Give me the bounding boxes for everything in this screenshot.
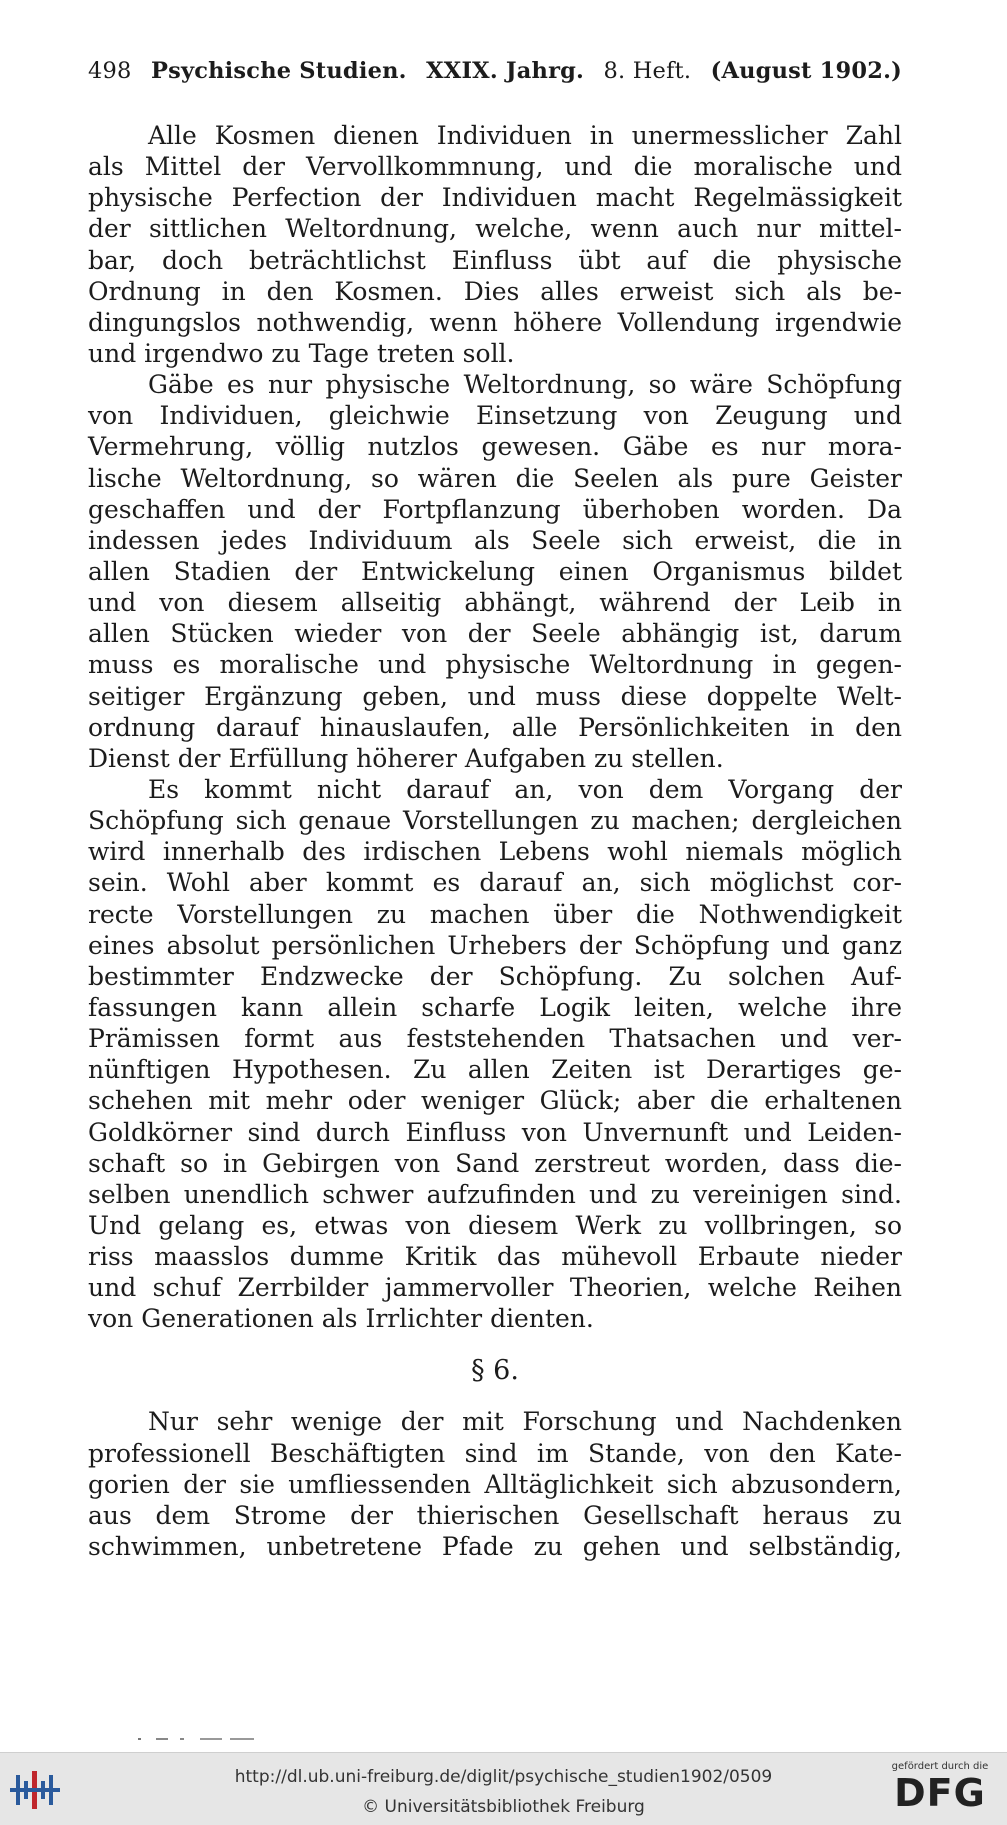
text-line: selben unendlich schwer aufzufinden und zu vereinigen sind. <box>88 1179 902 1209</box>
text-line: gorien der sie umfliessenden Alltäglichkeit sich abzusondern, <box>88 1469 902 1499</box>
text-line: als Mittel der Vervollkommnung, und die moralische und <box>88 152 902 182</box>
text-line: eines absolut persönlichen Urhebers der Schöpfung und ganz <box>88 930 902 960</box>
text-line: Prämissen formt aus feststehenden Thatsachen und ver- <box>88 1024 902 1054</box>
text-line: allen Stadien der Entwickelung einen Organismus bildet <box>88 556 902 586</box>
text-line: von Individuen, gleichwie Einsetzung von Zeugung und <box>88 401 902 431</box>
text-line: Dienst der Erfüllung höherer Aufgaben zu stellen. <box>88 743 724 773</box>
text-line: allen Stücken wieder von der Seele abhängig ist, darum <box>88 619 902 649</box>
footer-bar <box>0 1752 1007 1825</box>
section-heading: § 6. <box>471 1355 519 1387</box>
text-line: Schöpfung sich genaue Vorstellungen zu machen; dergleichen <box>88 806 902 836</box>
text-line: muss es moralische und physische Weltordnung in gegen- <box>88 650 902 680</box>
text-line: aus dem Strome der thierischen Gesellschaft heraus zu <box>88 1500 902 1530</box>
text-line: schehen mit mehr oder weniger Glück; aber die erhaltenen <box>88 1086 902 1116</box>
text-line: Goldkörner sind durch Einfluss von Unvernunft und Leiden- <box>88 1117 902 1147</box>
page-number: 498 <box>88 58 132 84</box>
text-line: Und gelang es, etwas von diesem Werk zu vollbringen, so <box>88 1210 902 1240</box>
section-text <box>88 1406 902 1562</box>
body-text <box>88 120 902 1334</box>
scan-artifact <box>120 1736 280 1742</box>
text-line: der sittlichen Weltordnung, welche, wenn auch nur mittel- <box>88 214 902 244</box>
text-line: bar, doch beträchtlichst Einfluss übt auf die physische <box>88 245 902 275</box>
text-line: und von diesem allseitig abhängt, während der Leib in <box>88 588 902 618</box>
dfg-logo[interactable] <box>885 1761 995 1819</box>
text-line: bestimmter Endzwecke der Schöpfung. Zu solchen Auf- <box>88 961 902 991</box>
text-line: recte Vorstellungen zu machen über die Nothwendigkeit <box>88 899 902 929</box>
text-line: Ordnung in den Kosmen. Dies alles erweist sich als be- <box>88 276 902 306</box>
text-line: schwimmen, unbetretene Pfade zu gehen und selbständig, <box>88 1532 902 1562</box>
dfg-wordmark: DFG <box>894 1771 986 1815</box>
issue: 8. Heft. <box>603 58 692 84</box>
issue-date: (August 1902.) <box>710 58 902 84</box>
text-line: Gäbe es nur physische Weltordnung, so wäre Schöpfung <box>148 370 902 400</box>
permalink-url[interactable]: http://dl.ub.uni-freiburg.de/diglit/psychische_studien1902/0509 <box>234 1767 773 1787</box>
text-line: und schuf Zerrbilder jammervoller Theorien, welche Reihen <box>88 1273 902 1303</box>
text-line: professionell Beschäftigten sind im Stande, von den Kate- <box>88 1438 902 1468</box>
text-line: von Generationen als Irrlichter dienten. <box>88 1304 594 1334</box>
dfg-tagline: gefördert durch die <box>891 1761 989 1772</box>
text-line: fassungen kann allein scharfe Logik leiten, welche ihre <box>88 992 902 1022</box>
text-line: wird innerhalb des irdischen Lebens wohl niemals möglich <box>88 837 902 867</box>
running-header <box>88 58 902 98</box>
text-line: nünftigen Hypothesen. Zu allen Zeiten ist Derartiges ge- <box>88 1055 902 1085</box>
text-line: seitiger Ergänzung geben, und muss diese doppelte Welt- <box>88 681 902 711</box>
text-line: geschaffen und der Fortpflanzung überhoben worden. Da <box>88 494 902 524</box>
text-line: Nur sehr wenige der mit Forschung und Nachdenken <box>148 1407 902 1437</box>
text-line: Es kommt nicht darauf an, von dem Vorgang der <box>148 774 902 804</box>
text-line: Vermehrung, völlig nutzlos gewesen. Gäbe es nur mora- <box>88 432 902 462</box>
text-line: riss maasslos dumme Kritik das mühevoll Erbaute nieder <box>88 1242 902 1272</box>
text-line: schaft so in Gebirgen von Sand zerstreut worden, dass die- <box>88 1148 902 1178</box>
scanned-page <box>88 58 902 1562</box>
journal-title: Psychische Studien. <box>150 58 407 84</box>
text-line: indessen jedes Individuum als Seele sich erweist, die in <box>88 525 902 555</box>
text-line: und irgendwo zu Tage treten soll. <box>88 338 515 368</box>
text-line: dingungslos nothwendig, wenn höhere Vollendung irgendwie <box>88 307 902 337</box>
text-line: Alle Kosmen dienen Individuen in unermesslicher Zahl <box>148 121 902 150</box>
text-line: lische Weltordnung, so wären die Seelen als pure Geister <box>88 463 902 493</box>
text-line: ordnung darauf hinauslaufen, alle Persönlichkeiten in den <box>88 712 902 742</box>
volume: XXIX. Jahrg. <box>426 58 585 84</box>
copyright-notice: © Universitätsbibliothek Freiburg <box>362 1797 645 1817</box>
text-line: sein. Wohl aber kommt es darauf an, sich möglichst cor- <box>88 868 902 898</box>
text-line: physische Perfection der Individuen macht Regelmässigkeit <box>88 183 902 213</box>
